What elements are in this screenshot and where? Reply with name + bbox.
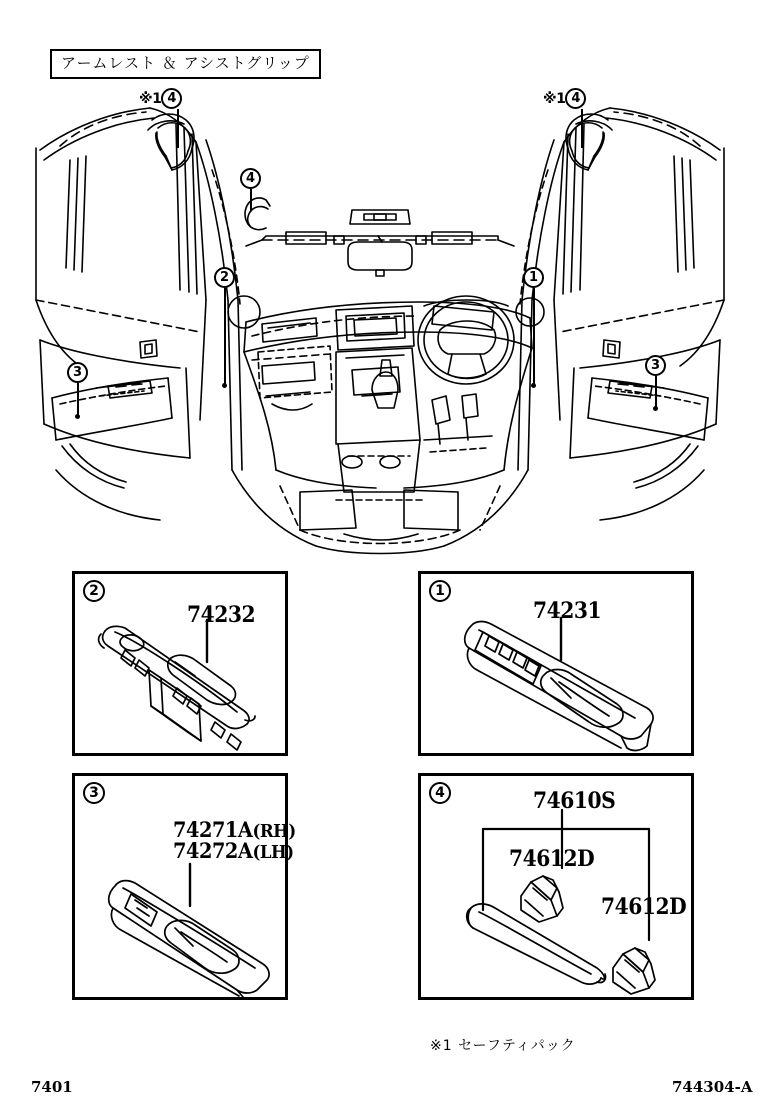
part-number-74271A-suffix: (RH) bbox=[252, 821, 296, 842]
part-illustration-74232 bbox=[75, 574, 285, 753]
callout-circle-number: 2 bbox=[214, 267, 235, 288]
callout-1-right bbox=[523, 267, 544, 288]
part-number-74271A-value: 74271A bbox=[173, 817, 253, 842]
callout-circle-number: 4 bbox=[565, 88, 586, 109]
callout-circle-number: 4 bbox=[161, 88, 182, 109]
leader-line-4-center bbox=[250, 189, 252, 211]
leader-line-4-left-top bbox=[177, 109, 179, 148]
panel-3-tag-number: 3 bbox=[83, 782, 105, 804]
panel-1-tag-number: 1 bbox=[429, 580, 451, 602]
leader-dot-1-right bbox=[531, 383, 536, 388]
callout-2-left bbox=[214, 267, 235, 288]
leader-dot-3-left bbox=[75, 414, 80, 419]
diagram-title: アームレスト ＆ アシストグリップ bbox=[50, 49, 321, 79]
part-illustration-74231 bbox=[421, 574, 691, 753]
detail-panel-2 bbox=[72, 571, 288, 756]
callout-4-right-top bbox=[543, 88, 586, 109]
leader-line-3-right bbox=[655, 376, 657, 409]
callout-circle-number: 3 bbox=[645, 355, 666, 376]
callout-3-right bbox=[645, 355, 666, 376]
detail-panel-3 bbox=[72, 773, 296, 1000]
footnote-safety-pack: ※1 セーフティパック bbox=[430, 1038, 576, 1054]
part-number-74612D-a: 74612D bbox=[509, 846, 595, 872]
leader-dot-3-right bbox=[653, 406, 658, 411]
part-illustration-74271A-74272A bbox=[75, 776, 285, 997]
callout-circle-number: 3 bbox=[67, 362, 88, 383]
leader-line-1-right bbox=[533, 288, 535, 386]
leader-line-4-right-top bbox=[581, 109, 583, 148]
part-number-74232: 74232 bbox=[187, 602, 256, 628]
callout-circle-number: 4 bbox=[240, 168, 261, 189]
leader-line-2-left bbox=[224, 288, 226, 386]
callout-4-left-top bbox=[139, 88, 182, 109]
page-code-right: 744304-A bbox=[672, 1078, 753, 1096]
leader-line-3-left bbox=[77, 383, 79, 416]
part-number-74610S: 74610S bbox=[533, 788, 616, 814]
callout-4-center bbox=[240, 168, 261, 189]
callout-circle-number: 1 bbox=[523, 267, 544, 288]
part-illustration-74610S-assist-grip bbox=[421, 776, 691, 997]
callout-prefix: ※1 bbox=[543, 90, 566, 107]
detail-panel-4 bbox=[418, 773, 694, 1000]
panel-4-tag-number: 4 bbox=[429, 782, 451, 804]
leader-dot-2-left bbox=[222, 383, 227, 388]
detail-panel-1 bbox=[418, 571, 694, 756]
part-number-74272A-value: 74272A bbox=[173, 838, 253, 863]
panel-2-tag-number: 2 bbox=[83, 580, 105, 602]
callout-3-left bbox=[67, 362, 88, 383]
part-number-74231: 74231 bbox=[533, 598, 602, 624]
part-number-74272A-suffix: (LH) bbox=[252, 842, 294, 863]
callout-prefix: ※1 bbox=[139, 90, 162, 107]
part-number-74612D-b: 74612D bbox=[601, 894, 687, 920]
page-code-left: 7401 bbox=[31, 1078, 73, 1096]
